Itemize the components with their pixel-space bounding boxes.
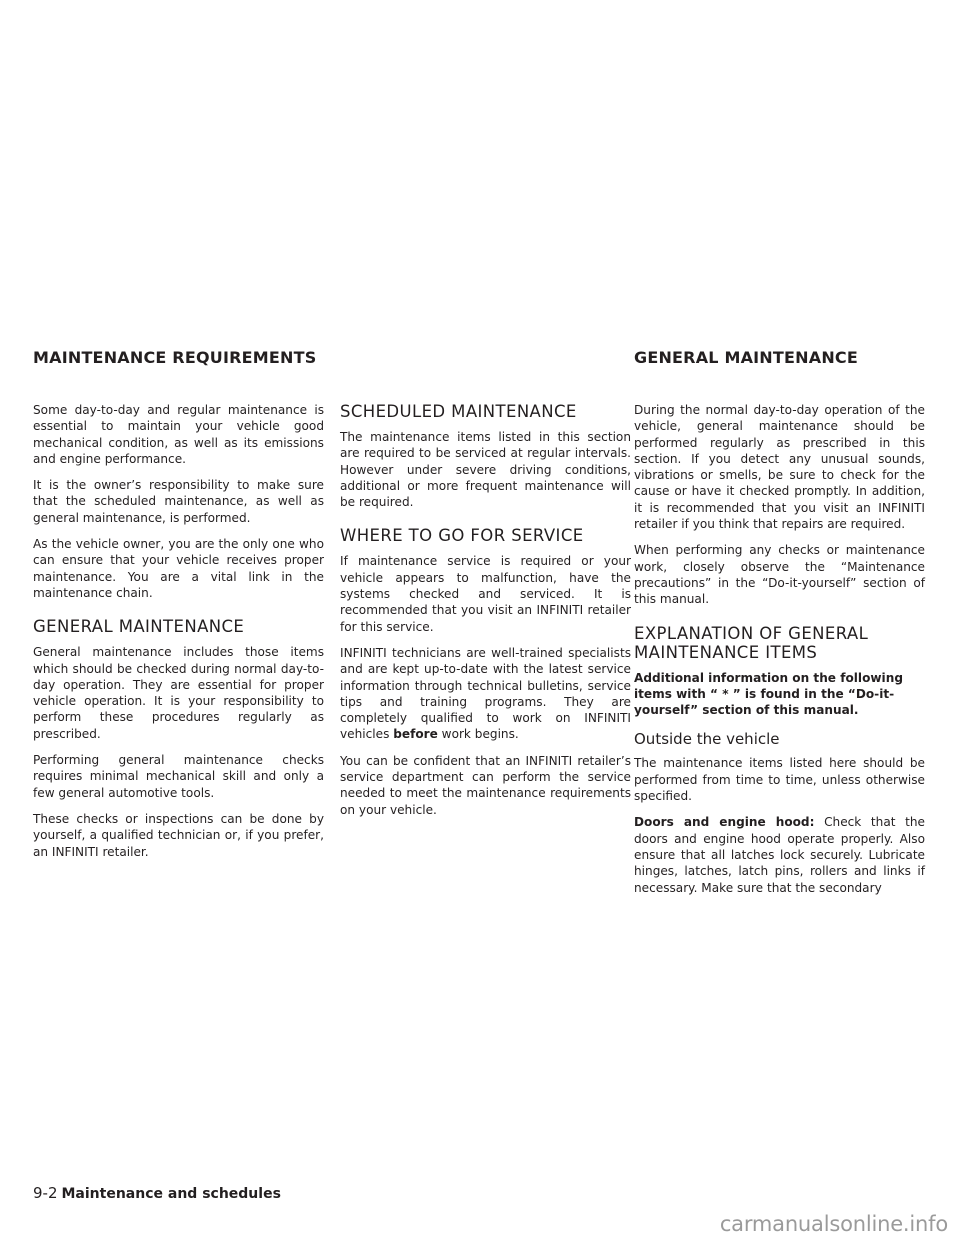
term-doors-and-engine-hood: Doors and engine hood:	[634, 815, 815, 830]
paragraph-text: work begins.	[437, 727, 519, 742]
page-number: 9-2	[33, 1184, 58, 1202]
paragraph: It is the owner’s responsibility to make sure that the scheduled maintenance, as well as general maintenance, is performed.	[33, 478, 324, 525]
emphasis-before: before	[393, 727, 438, 742]
paragraph: The maintenance items listed in this section are required to be serviced at regular intervals. However under severe driving conditions, additional or more frequent maintenance will be required.	[340, 430, 631, 510]
bold-note: Additional information on the following items with “ * ” is found in the “Do-it-yourself” section of this manual.	[634, 670, 903, 718]
paragraph-text: INFINITI technicians are well-trained specialists and are kept up-to-date with the latest service information through technical bulletins, service tips and training programs. They are completely qualified to work on INFINITI vehicles	[340, 645, 631, 742]
section-title-maintenance-requirements: MAINTENANCE REQUIREMENTS	[33, 348, 317, 367]
text-column-3	[634, 402, 925, 896]
section-title-general-maintenance: GENERAL MAINTENANCE	[634, 348, 858, 367]
paragraph: The maintenance items listed here should be performed from time to time, unless otherwise specified.	[634, 756, 925, 804]
text-column-2	[340, 402, 631, 818]
paragraph: You can be confident that an INFINITI retailer’s service department can perform the service needed to meet the maintenance requirements on your vehicle.	[340, 753, 631, 817]
paragraph: General maintenance includes those items which should be checked during normal day-to-day operation. They are essential for proper vehicle operation. It is your responsibility to perform these procedures regularly as prescribed.	[33, 645, 324, 741]
paragraph-text: Check that the doors and engine hood operate properly. Also ensure that all latches lock securely. Lubricate hinges, latches, latch pins, rollers and links if necessary. Make sure that the secondary	[634, 815, 925, 895]
heading-where-to-go-for-service: WHERE TO GO FOR SERVICE	[340, 526, 584, 546]
paragraph: These checks or inspections can be done by yourself, a qualified technician or, if you prefer, an INFINITI retailer.	[33, 811, 324, 859]
paragraph	[340, 645, 631, 743]
page-footer	[33, 1184, 281, 1202]
paragraph: As the vehicle owner, you are the only one who can ensure that your vehicle receives proper maintenance. You are a vital link in the maintenance chain.	[33, 537, 324, 600]
heading-general-maintenance: GENERAL MAINTENANCE	[33, 617, 245, 637]
text-column-1	[33, 402, 324, 860]
paragraph: When performing any checks or maintenance work, closely observe the “Maintenance precautions” in the “Do-it-yourself” section of this manual.	[634, 543, 925, 607]
heading-scheduled-maintenance: SCHEDULED MAINTENANCE	[340, 402, 577, 421]
paragraph: During the normal day-to-day operation of the vehicle, general maintenance should be performed regularly as prescribed in this section. If you detect any unusual sounds, vibrations or smells, be sure to check for the cause or have it checked promptly. In addition, it is recommended that you visit an INFINITI retailer if you think that repairs are required.	[634, 403, 925, 532]
paragraph	[634, 814, 925, 895]
paragraph: Performing general maintenance checks requires minimal mechanical skill and only a few general automotive tools.	[33, 753, 324, 800]
footer-section-name: Maintenance and schedules	[61, 1186, 281, 1202]
watermark: carmanualsonline.info	[719, 1212, 948, 1236]
paragraph: Some day-to-day and regular maintenance is essential to maintain your vehicle good mechanical condition, as well as its emissions and engine performance.	[33, 403, 324, 466]
heading-explanation-of-general-maintenance-items: EXPLANATION OF GENERAL MAINTENANCE ITEMS	[634, 623, 869, 662]
heading-outside-the-vehicle: Outside the vehicle	[634, 730, 780, 749]
paragraph: If maintenance service is required or your vehicle appears to malfunction, have the systems checked and serviced. It is recommended that you visit an INFINITI retailer for this service.	[340, 554, 631, 634]
